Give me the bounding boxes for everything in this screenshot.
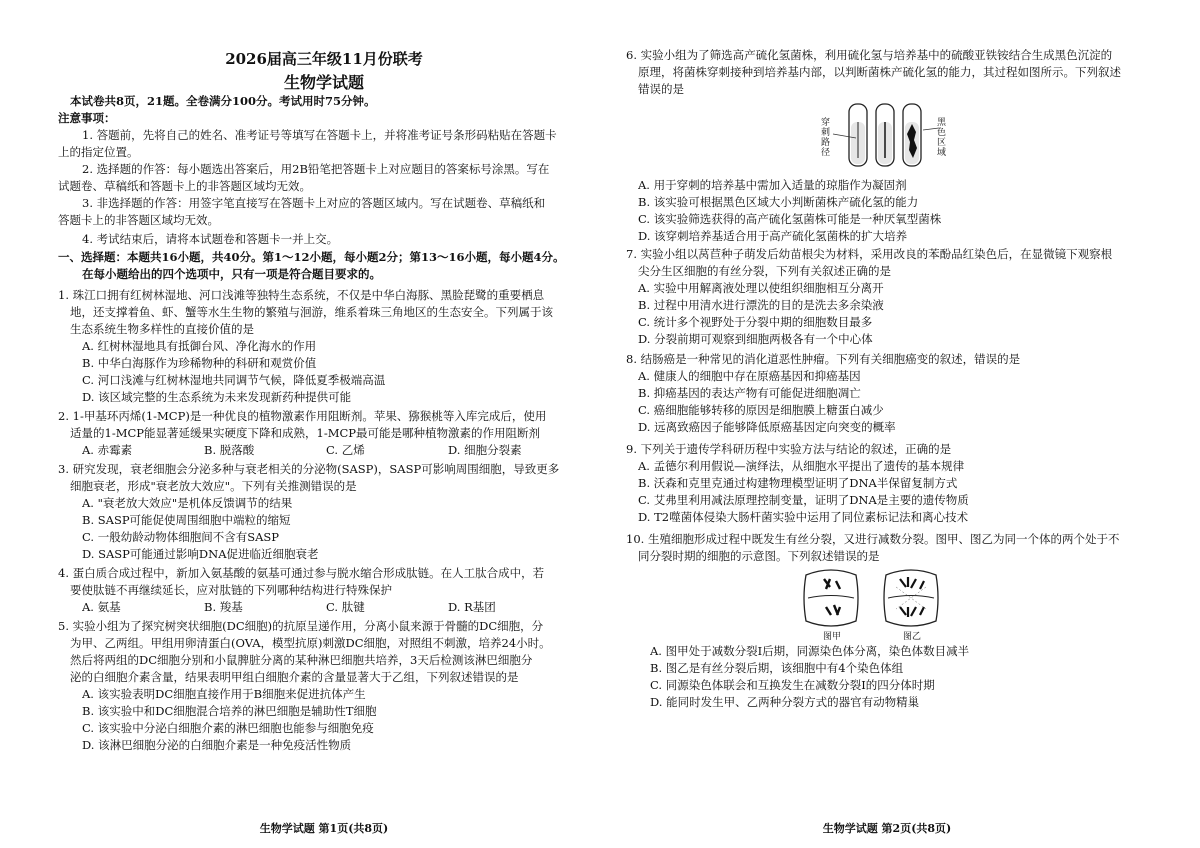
black-zone-label: 黑色区域 [937, 118, 947, 158]
question-2-line: 2. 1-甲基环丙烯(1-MCP)是一种优良的植物激素作用阻断剂。苹果、猕猴桃等入库完成后，使用 [58, 409, 547, 423]
question-6-option: C. 该实验筛选获得的高产硫化氢菌株可能是一种厌氧型菌株 [638, 212, 942, 226]
question-1-line: 1. 珠江口拥有红树林湿地、河口浅滩等独特生态系统，不仅是中华白海豚、黑脸琵鹭的重要栖息 [58, 288, 545, 302]
question-5-option: A. 该实验表明DC细胞直接作用于B细胞来促进抗体产生 [82, 687, 366, 701]
notice-line: 2. 选择题的作答：每小题选出答案后，用2B铅笔把答题卡上对应题目的答案标号涂黑。写在 [82, 162, 550, 176]
question-4-line: 要使肽链不再继续延长，应对肽链的下列哪种结构进行特殊保护 [70, 583, 392, 597]
question-3-line: 3. 研究发现，衰老细胞会分泌多种与衰老相关的分泌物(SASP)，SASP可影响周围细胞，导致更多 [58, 462, 560, 476]
question-10-line: 同分裂时期的细胞的示意图。下列叙述错误的是 [638, 549, 880, 563]
question-2-option: A. 赤霉素 [82, 443, 133, 457]
question-5-line: 5. 实验小组为了探究树突状细胞(DC细胞)的抗原呈递作用，分离小鼠来源于骨髓的DC细胞，分 [58, 619, 544, 633]
page-2-footer: 生物学试题 第2页(共8页) [822, 822, 952, 835]
question-7-line: 7. 实验小组以莴苣种子萌发后幼苗根尖为材料，采用改良的苯酚品红染色后，在显微镜下观察根 [626, 247, 1113, 261]
question-9-option: D. T2噬菌体侵染大肠杆菌实验中运用了同位素标记法和离心技术 [638, 510, 969, 524]
question-5-option: C. 该实验中分泌白细胞介素的淋巴细胞也能参与细胞免疫 [82, 721, 374, 735]
question-4-option: B. 羧基 [204, 600, 243, 614]
question-7-option: B. 过程中用清水进行漂洗的目的是洗去多余染液 [638, 298, 884, 312]
question-4-option: A. 氨基 [82, 600, 121, 614]
question-1-line: 地，还支撑着鱼、虾、蟹等水生生物的繁殖与洄游，维系着珠三角地区的生态安全。下列属于该 [70, 305, 553, 319]
question-4-line: 4. 蛋白质合成过程中，新加入氨基酸的氨基可通过参与脱水缩合形成肽链。在人工肽合成中，若 [58, 566, 545, 580]
question-5-line: 为甲、乙两组。甲组用卵清蛋白(OVA，模型抗原)刺激DC细胞，对照组不刺激，培养24小时。 [70, 636, 551, 650]
question-4-option: C. 肽键 [326, 600, 365, 614]
question-7-option: A. 实验中用解离液处理以使组织细胞相互分离开 [638, 281, 884, 295]
question-6-option: A. 用于穿刺的培养基中需加入适量的琼脂作为凝固剂 [638, 178, 907, 192]
question-3-option: C. 一般幼龄动物体细胞间不含有SASP [82, 530, 279, 544]
notice-line: 答题卡上的非答题区域均无效。 [58, 213, 219, 227]
question-2-option: C. 乙烯 [326, 443, 365, 457]
question-1-option: C. 河口浅滩与红树林湿地共同调节气候，降低夏季极端高温 [82, 373, 386, 387]
question-10-option: B. 图乙是有丝分裂后期，该细胞中有4个染色体组 [650, 661, 904, 675]
question-6-line: 6. 实验小组为了筛选高产硫化氢菌株，利用硫化氢与培养基中的硫酸亚铁铵结合生成黑色沉淀的 [626, 48, 1113, 62]
culture-tubes-illustration [821, 100, 951, 170]
question-1-option: A. 红树林湿地具有抵御台风、净化海水的作用 [82, 339, 317, 353]
exam-title: 2026届高三年级11月份联考 [225, 50, 423, 68]
question-2-options [82, 443, 522, 457]
cell-division-illustration [796, 567, 946, 629]
notice-line: 试题卷、草稿纸和答题卡上的非答题区域均无效。 [58, 179, 311, 193]
section-heading: 一、选择题：本题共16小题，共40分。第1～12小题，每小题2分；第13～16小题，每小题4分。 [58, 250, 565, 264]
question-9-option: C. 艾弗里利用减法原理控制变量，证明了DNA是主要的遗传物质 [638, 493, 969, 507]
question-5-option: B. 该实验中和DC细胞混合培养的淋巴细胞是辅助性T细胞 [82, 704, 377, 718]
question-2-option: B. 脱落酸 [204, 443, 255, 457]
question-1-line: 生态系统生物多样性的直接价值的是 [70, 322, 254, 336]
question-2-option: D. 细胞分裂素 [448, 443, 522, 457]
page-2 [626, 0, 1148, 848]
question-7-line: 尖分生区细胞的有丝分裂，下列有关叙述正确的是 [638, 264, 891, 278]
notice-line: 3. 非选择题的作答：用签字笔直接写在答题卡上对应的答题区域内。写在试题卷、草稿纸和 [82, 196, 546, 210]
question-6-line: 错误的是 [638, 82, 684, 96]
question-3-option: B. SASP可能促使周围细胞中端粒的缩短 [82, 513, 291, 527]
culture-tube-figure [821, 100, 951, 170]
question-9-option: B. 沃森和克里克通过构建物理模型证明了DNA半保留复制方式 [638, 476, 958, 490]
puncture-path-label: 穿刺路径 [821, 118, 831, 158]
question-4-option: D. R基团 [448, 600, 496, 614]
question-1-option: B. 中华白海豚作为珍稀物种的科研和观赏价值 [82, 356, 317, 370]
question-10-option: D. 能同时发生甲、乙两种分裂方式的器官有动物精巢 [650, 695, 920, 709]
question-5-option: D. 该淋巴细胞分泌的白细胞介素是一种免疫活性物质 [82, 738, 352, 752]
question-8-option: C. 癌细胞能够转移的原因是细胞膜上糖蛋白减少 [638, 403, 884, 417]
question-2-line: 适量的1-MCP能显著延缓果实硬度下降和成熟，1-MCP最可能是哪种植物激素的作用阻断剂 [70, 426, 541, 440]
notice-line: 上的指定位置。 [58, 145, 139, 159]
question-3-line: 细胞衰老，形成"衰老放大效应"。下列有关推测错误的是 [70, 479, 357, 493]
question-7-option: C. 统计多个视野处于分裂中期的细胞数目最多 [638, 315, 873, 329]
figure-b-label: 图乙 [903, 632, 922, 642]
page-1-footer: 生物学试题 第1页(共8页) [259, 822, 389, 835]
question-6-option: B. 该实验可根据黑色区域大小判断菌株产硫化氢的能力 [638, 195, 919, 209]
question-6-line: 原理，将菌株穿刺接种到培养基内部，以判断菌株产硫化氢的能力，其过程如图所示。下列叙述 [638, 65, 1121, 79]
notice-line: 1. 答题前，先将自己的姓名、准考证号等填写在答题卡上，并将准考证号条形码粘贴在答题卡 [82, 128, 557, 142]
question-8-option: B. 抑癌基因的表达产物有可能促进细胞凋亡 [638, 386, 861, 400]
notice-title: 注意事项： [58, 111, 116, 125]
exam-info: 本试卷共8页，21题。全卷满分100分。考试用时75分钟。 [70, 94, 376, 108]
question-1-option: D. 该区域完整的生态系统为未来发现新药种提供可能 [82, 390, 352, 404]
question-5-line: 泌的白细胞介素含量，结果表明甲组白细胞介素的含量显著大于乙组，下列叙述错误的是 [70, 670, 519, 684]
question-4-options [82, 600, 496, 614]
subject-title: 生物学试题 [283, 73, 364, 92]
question-8-option: A. 健康人的细胞中存在原癌基因和抑癌基因 [638, 369, 861, 383]
question-3-option: A. "衰老放大效应"是机体反馈调节的结果 [82, 496, 293, 510]
question-7-option: D. 分裂前期可观察到细胞两极各有一个中心体 [638, 332, 873, 346]
page-1 [58, 0, 590, 848]
notice-line: 4. 考试结束后，请将本试题卷和答题卡一并上交。 [82, 232, 339, 246]
question-9-option: A. 孟德尔利用假说—演绎法，从细胞水平提出了遗传的基本规律 [638, 459, 965, 473]
section-heading-sub: 在每小题给出的四个选项中，只有一项是符合题目要求的。 [82, 267, 381, 281]
question-10-option: C. 同源染色体联会和互换发生在减数分裂Ⅰ的四分体时期 [650, 678, 935, 692]
question-10-line: 10. 生殖细胞形成过程中既发生有丝分裂，又进行减数分裂。图甲、图乙为同一个体的两个处于不 [626, 532, 1120, 546]
question-8-option: D. 远离致癌因子能够降低原癌基因定向突变的概率 [638, 420, 896, 434]
cell-division-figure [796, 567, 946, 642]
question-10-option: A. 图甲处于减数分裂Ⅰ后期，同源染色体分离，染色体数目减半 [650, 644, 970, 658]
question-9-line: 9. 下列关于遗传学科研历程中实验方法与结论的叙述，正确的是 [626, 442, 952, 456]
question-5-line: 然后将两组的DC细胞分别和小鼠脾脏分离的某种淋巴细胞共培养，3天后检测该淋巴细胞分 [70, 653, 533, 667]
question-6-option: D. 该穿刺培养基适合用于高产硫化氢菌株的扩大培养 [638, 229, 908, 243]
question-3-option: D. SASP可能通过影响DNA促进临近细胞衰老 [82, 547, 319, 561]
figure-a-label: 图甲 [823, 632, 842, 642]
question-8-line: 8. 结肠癌是一种常见的消化道恶性肿瘤。下列有关细胞癌变的叙述，错误的是 [626, 352, 1021, 366]
